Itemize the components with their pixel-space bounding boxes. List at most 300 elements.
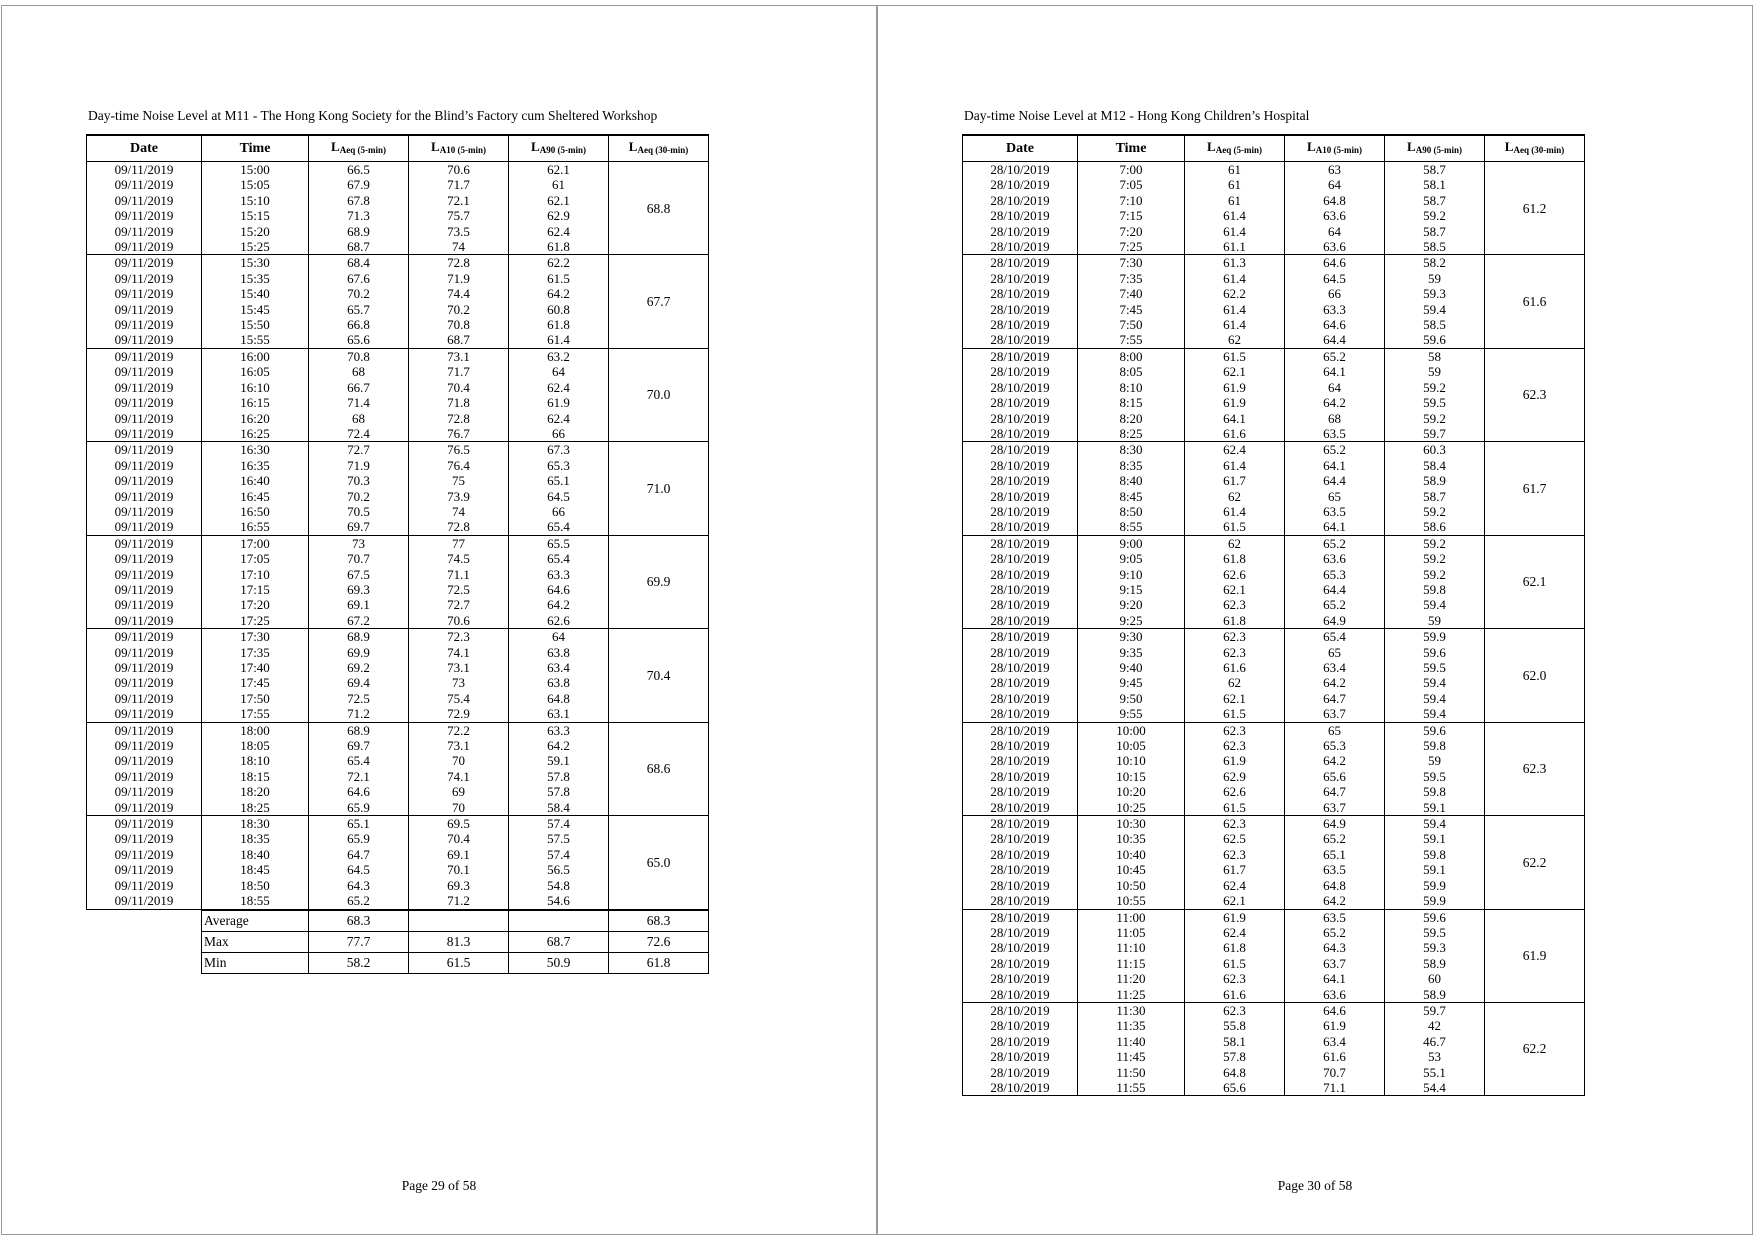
value-cell: 58.1	[1385, 177, 1485, 192]
time-cell: 7:55	[1078, 332, 1185, 348]
value-cell: 64.2	[509, 738, 609, 753]
value-cell: 66	[509, 426, 609, 442]
value-cell: 58.7	[1385, 489, 1485, 504]
value-cell: 71.2	[309, 706, 409, 722]
date-cell: 09/11/2019	[87, 567, 202, 582]
value-cell: 59	[1385, 271, 1485, 286]
value-cell: 67.8	[309, 193, 409, 208]
time-cell: 11:20	[1078, 971, 1185, 986]
value-cell: 68	[309, 411, 409, 426]
date-cell: 09/11/2019	[87, 535, 202, 551]
value-cell: 58.2	[1385, 255, 1485, 271]
value-cell: 63.6	[1285, 208, 1385, 223]
date-cell: 09/11/2019	[87, 597, 202, 612]
value-cell: 65.6	[309, 332, 409, 348]
date-cell: 28/10/2019	[963, 380, 1078, 395]
value-cell: 62.1	[1185, 364, 1285, 379]
date-cell: 28/10/2019	[963, 317, 1078, 332]
time-cell: 17:40	[202, 660, 309, 675]
value-cell: 64.5	[1285, 271, 1385, 286]
value-cell: 65.1	[1285, 847, 1385, 862]
date-cell: 28/10/2019	[963, 458, 1078, 473]
date-cell: 28/10/2019	[963, 442, 1078, 458]
date-cell: 28/10/2019	[963, 519, 1078, 535]
table-row	[963, 1002, 1585, 1018]
time-cell: 10:45	[1078, 862, 1185, 877]
value-cell: 59.9	[1385, 893, 1485, 909]
date-cell: 09/11/2019	[87, 177, 202, 192]
time-cell: 18:15	[202, 769, 309, 784]
date-cell: 09/11/2019	[87, 847, 202, 862]
value-cell: 72.4	[309, 426, 409, 442]
time-cell: 7:40	[1078, 286, 1185, 301]
value-cell: 57.4	[509, 816, 609, 832]
value-cell: 70.6	[409, 613, 509, 629]
value-cell: 77	[409, 535, 509, 551]
time-cell: 7:50	[1078, 317, 1185, 332]
time-cell: 18:55	[202, 893, 309, 909]
value-cell: 54.6	[509, 893, 609, 909]
value-cell: 61	[1185, 162, 1285, 178]
value-cell: 65.4	[509, 519, 609, 535]
value-cell: 61.9	[1185, 909, 1285, 925]
value-cell: 65.2	[1285, 535, 1385, 551]
value-cell: 69.7	[309, 738, 409, 753]
value-cell: 59.2	[1385, 535, 1485, 551]
value-cell: 65.9	[309, 831, 409, 846]
time-cell: 9:30	[1078, 629, 1185, 645]
column-header: Date	[963, 135, 1078, 162]
date-cell: 09/11/2019	[87, 582, 202, 597]
time-cell: 17:15	[202, 582, 309, 597]
date-cell: 28/10/2019	[963, 567, 1078, 582]
date-cell: 28/10/2019	[963, 162, 1078, 178]
value-cell: 62.1	[1185, 893, 1285, 909]
value-cell: 62.3	[1185, 597, 1285, 612]
value-cell: 64.4	[1285, 473, 1385, 488]
value-cell: 67.3	[509, 442, 609, 458]
time-cell: 10:30	[1078, 816, 1185, 832]
summary-label: Min	[202, 952, 309, 973]
time-cell: 10:50	[1078, 878, 1185, 893]
time-cell: 15:25	[202, 239, 309, 255]
date-cell: 09/11/2019	[87, 364, 202, 379]
column-header: $L_{Aeq (5-min)}$	[309, 135, 409, 162]
value-cell: 59.6	[1385, 645, 1485, 660]
value-cell: 69.3	[409, 878, 509, 893]
value-cell: 62.1	[509, 193, 609, 208]
value-cell: 64	[1285, 224, 1385, 239]
value-cell: 59.4	[1385, 597, 1485, 612]
time-cell: 11:00	[1078, 909, 1185, 925]
laeq-30min-cell: 61.2	[1485, 162, 1585, 255]
time-cell: 17:05	[202, 551, 309, 566]
value-cell: 68.7	[409, 332, 509, 348]
value-cell: 66.8	[309, 317, 409, 332]
date-cell: 28/10/2019	[963, 504, 1078, 519]
time-cell: 10:05	[1078, 738, 1185, 753]
date-cell: 28/10/2019	[963, 800, 1078, 816]
value-cell: 64.5	[509, 489, 609, 504]
table-row	[87, 442, 709, 458]
time-cell: 16:05	[202, 364, 309, 379]
value-cell: 59.2	[1385, 208, 1485, 223]
value-cell: 64.9	[1285, 816, 1385, 832]
value-cell: 57.5	[509, 831, 609, 846]
value-cell: 70.7	[1285, 1065, 1385, 1080]
value-cell: 61.4	[509, 332, 609, 348]
value-cell: 65.2	[1285, 831, 1385, 846]
value-cell: 56.5	[509, 862, 609, 877]
blank-cell	[87, 910, 202, 932]
value-cell: 62.4	[509, 411, 609, 426]
value-cell: 63.7	[1285, 956, 1385, 971]
date-cell: 28/10/2019	[963, 271, 1078, 286]
value-cell: 60.3	[1385, 442, 1485, 458]
time-cell: 8:25	[1078, 426, 1185, 442]
value-cell: 74.1	[409, 645, 509, 660]
value-cell: 64	[1285, 380, 1385, 395]
date-cell: 09/11/2019	[87, 317, 202, 332]
value-cell: 58.4	[1385, 458, 1485, 473]
value-cell: 69.5	[409, 816, 509, 832]
time-cell: 18:40	[202, 847, 309, 862]
summary-value	[509, 910, 609, 932]
date-cell: 09/11/2019	[87, 380, 202, 395]
value-cell: 69.9	[309, 645, 409, 660]
date-cell: 28/10/2019	[963, 1018, 1078, 1033]
laeq-30min-cell: 62.3	[1485, 348, 1585, 441]
value-cell: 64.6	[309, 784, 409, 799]
time-cell: 11:25	[1078, 987, 1185, 1003]
table-row	[963, 162, 1585, 178]
value-cell: 64.6	[1285, 1002, 1385, 1018]
value-cell: 64.4	[1285, 582, 1385, 597]
value-cell: 57.8	[509, 784, 609, 799]
value-cell: 71.7	[409, 364, 509, 379]
time-cell: 11:55	[1078, 1080, 1185, 1096]
time-cell: 8:05	[1078, 364, 1185, 379]
time-cell: 10:10	[1078, 753, 1185, 768]
value-cell: 59.1	[1385, 862, 1485, 877]
value-cell: 70	[409, 800, 509, 816]
date-cell: 28/10/2019	[963, 675, 1078, 690]
date-cell: 09/11/2019	[87, 738, 202, 753]
value-cell: 62	[1185, 489, 1285, 504]
column-header: Time	[1078, 135, 1185, 162]
value-cell: 62.1	[1185, 691, 1285, 706]
laeq-30min-cell: 61.6	[1485, 255, 1585, 348]
value-cell: 73	[309, 535, 409, 551]
value-cell: 65.3	[1285, 738, 1385, 753]
time-cell: 9:20	[1078, 597, 1185, 612]
value-cell: 58.7	[1385, 193, 1485, 208]
summary-label: Average	[202, 910, 309, 932]
date-cell: 28/10/2019	[963, 722, 1078, 738]
value-cell: 61.4	[1185, 224, 1285, 239]
value-cell: 72.1	[309, 769, 409, 784]
date-cell: 28/10/2019	[963, 893, 1078, 909]
time-cell: 18:30	[202, 816, 309, 832]
time-cell: 9:40	[1078, 660, 1185, 675]
summary-value	[409, 910, 509, 932]
summary-value: 58.2	[309, 952, 409, 973]
date-cell: 28/10/2019	[963, 582, 1078, 597]
value-cell: 62.3	[1185, 1002, 1285, 1018]
date-cell: 09/11/2019	[87, 426, 202, 442]
value-cell: 59.4	[1385, 675, 1485, 690]
time-cell: 11:10	[1078, 940, 1185, 955]
time-cell: 10:15	[1078, 769, 1185, 784]
value-cell: 63.5	[1285, 862, 1385, 877]
value-cell: 62.3	[1185, 847, 1285, 862]
value-cell: 74.5	[409, 551, 509, 566]
date-cell: 09/11/2019	[87, 458, 202, 473]
value-cell: 62.1	[509, 162, 609, 178]
value-cell: 58.1	[1185, 1034, 1285, 1049]
value-cell: 61	[1185, 193, 1285, 208]
value-cell: 71.1	[1285, 1080, 1385, 1096]
value-cell: 70.3	[309, 473, 409, 488]
column-header: $L_{A90 (5-min)}$	[1385, 135, 1485, 162]
date-cell: 28/10/2019	[963, 224, 1078, 239]
value-cell: 64.1	[1185, 411, 1285, 426]
value-cell: 59	[1385, 753, 1485, 768]
value-cell: 66.5	[309, 162, 409, 178]
value-cell: 73.5	[409, 224, 509, 239]
time-cell: 18:20	[202, 784, 309, 799]
date-cell: 09/11/2019	[87, 784, 202, 799]
value-cell: 61.4	[1185, 458, 1285, 473]
value-cell: 68.4	[309, 255, 409, 271]
date-cell: 09/11/2019	[87, 691, 202, 706]
value-cell: 61.4	[1185, 504, 1285, 519]
time-cell: 16:45	[202, 489, 309, 504]
value-cell: 68.7	[309, 239, 409, 255]
value-cell: 59.9	[1385, 878, 1485, 893]
date-cell: 09/11/2019	[87, 769, 202, 784]
value-cell: 62.4	[1185, 925, 1285, 940]
value-cell: 71.9	[309, 458, 409, 473]
value-cell: 61.6	[1185, 660, 1285, 675]
value-cell: 73.1	[409, 348, 509, 364]
value-cell: 59.5	[1385, 395, 1485, 410]
value-cell: 63.5	[1285, 909, 1385, 925]
laeq-30min-cell: 62.0	[1485, 629, 1585, 722]
value-cell: 59.2	[1385, 380, 1485, 395]
value-cell: 62.3	[1185, 722, 1285, 738]
date-cell: 09/11/2019	[87, 722, 202, 738]
value-cell: 64.2	[509, 597, 609, 612]
value-cell: 60	[1385, 971, 1485, 986]
value-cell: 70.1	[409, 862, 509, 877]
laeq-30min-cell: 62.2	[1485, 816, 1585, 909]
value-cell: 65.1	[309, 816, 409, 832]
value-cell: 59.9	[1385, 629, 1485, 645]
value-cell: 65	[1285, 489, 1385, 504]
time-cell: 8:15	[1078, 395, 1185, 410]
value-cell: 65	[1285, 722, 1385, 738]
value-cell: 70.8	[309, 348, 409, 364]
value-cell: 65.5	[509, 535, 609, 551]
laeq-30min-cell: 62.1	[1485, 535, 1585, 628]
time-cell: 11:40	[1078, 1034, 1185, 1049]
value-cell: 59.4	[1385, 816, 1485, 832]
document-page-right	[877, 5, 1753, 1235]
value-cell: 61.4	[1185, 208, 1285, 223]
value-cell: 59.2	[1385, 567, 1485, 582]
time-cell: 15:45	[202, 302, 309, 317]
value-cell: 66	[509, 504, 609, 519]
date-cell: 09/11/2019	[87, 302, 202, 317]
value-cell: 65.2	[1285, 925, 1385, 940]
time-cell: 16:00	[202, 348, 309, 364]
time-cell: 18:25	[202, 800, 309, 816]
value-cell: 61.8	[1185, 940, 1285, 955]
value-cell: 60.8	[509, 302, 609, 317]
time-cell: 15:30	[202, 255, 309, 271]
summary-value: 61.5	[409, 952, 509, 973]
value-cell: 59.6	[1385, 909, 1485, 925]
value-cell: 73	[409, 675, 509, 690]
date-cell: 28/10/2019	[963, 691, 1078, 706]
column-header: $L_{Aeq (30-min)}$	[1485, 135, 1585, 162]
value-cell: 58.7	[1385, 162, 1485, 178]
table-row	[963, 629, 1585, 645]
value-cell: 62.1	[1185, 582, 1285, 597]
value-cell: 63.4	[1285, 660, 1385, 675]
time-cell: 7:45	[1078, 302, 1185, 317]
column-header: $L_{A10 (5-min)}$	[409, 135, 509, 162]
summary-value: 68.7	[509, 931, 609, 952]
time-cell: 16:40	[202, 473, 309, 488]
value-cell: 55.1	[1385, 1065, 1485, 1080]
time-cell: 11:15	[1078, 956, 1185, 971]
time-cell: 18:35	[202, 831, 309, 846]
value-cell: 62	[1185, 535, 1285, 551]
time-cell: 9:50	[1078, 691, 1185, 706]
value-cell: 58.7	[1385, 224, 1485, 239]
time-cell: 10:35	[1078, 831, 1185, 846]
date-cell: 28/10/2019	[963, 831, 1078, 846]
value-cell: 66.7	[309, 380, 409, 395]
date-cell: 09/11/2019	[87, 332, 202, 348]
date-cell: 28/10/2019	[963, 816, 1078, 832]
table-row	[87, 162, 709, 178]
time-cell: 7:20	[1078, 224, 1185, 239]
time-cell: 11:05	[1078, 925, 1185, 940]
time-cell: 17:35	[202, 645, 309, 660]
value-cell: 64.1	[1285, 519, 1385, 535]
laeq-30min-cell: 68.8	[609, 162, 709, 255]
date-cell: 28/10/2019	[963, 255, 1078, 271]
value-cell: 76.5	[409, 442, 509, 458]
value-cell: 65.9	[309, 800, 409, 816]
date-cell: 28/10/2019	[963, 660, 1078, 675]
date-cell: 09/11/2019	[87, 613, 202, 629]
value-cell: 68	[1285, 411, 1385, 426]
value-cell: 65.3	[1285, 567, 1385, 582]
date-cell: 09/11/2019	[87, 878, 202, 893]
value-cell: 59.2	[1385, 411, 1485, 426]
table-row	[87, 255, 709, 271]
date-cell: 09/11/2019	[87, 162, 202, 178]
time-cell: 11:30	[1078, 1002, 1185, 1018]
value-cell: 63.1	[509, 706, 609, 722]
value-cell: 61.6	[1285, 1049, 1385, 1064]
time-cell: 7:15	[1078, 208, 1185, 223]
summary-row	[87, 910, 709, 932]
value-cell: 64.8	[1285, 193, 1385, 208]
date-cell: 28/10/2019	[963, 753, 1078, 768]
time-cell: 17:00	[202, 535, 309, 551]
document-page-left	[1, 5, 877, 1235]
column-header: $L_{A10 (5-min)}$	[1285, 135, 1385, 162]
value-cell: 58.9	[1385, 956, 1485, 971]
time-cell: 10:20	[1078, 784, 1185, 799]
value-cell: 61.5	[1185, 519, 1285, 535]
value-cell: 62.2	[509, 255, 609, 271]
time-cell: 7:10	[1078, 193, 1185, 208]
time-cell: 17:30	[202, 629, 309, 645]
value-cell: 69.7	[309, 519, 409, 535]
value-cell: 70.8	[409, 317, 509, 332]
date-cell: 09/11/2019	[87, 395, 202, 410]
date-cell: 28/10/2019	[963, 738, 1078, 753]
value-cell: 74.4	[409, 286, 509, 301]
date-cell: 28/10/2019	[963, 208, 1078, 223]
table-row	[963, 442, 1585, 458]
value-cell: 64.6	[509, 582, 609, 597]
value-cell: 62.9	[509, 208, 609, 223]
date-cell: 09/11/2019	[87, 660, 202, 675]
summary-value: 68.3	[609, 910, 709, 932]
value-cell: 58	[1385, 348, 1485, 364]
value-cell: 64.3	[309, 878, 409, 893]
laeq-30min-cell: 65.0	[609, 816, 709, 910]
date-cell: 28/10/2019	[963, 193, 1078, 208]
value-cell: 69.3	[309, 582, 409, 597]
value-cell: 59	[1385, 364, 1485, 379]
value-cell: 61.5	[1185, 706, 1285, 722]
summary-row	[87, 931, 709, 952]
date-cell: 09/11/2019	[87, 753, 202, 768]
time-cell: 10:55	[1078, 893, 1185, 909]
table-row	[963, 816, 1585, 832]
value-cell: 65.4	[1285, 629, 1385, 645]
date-cell: 09/11/2019	[87, 645, 202, 660]
value-cell: 64.4	[1285, 332, 1385, 348]
value-cell: 61.9	[509, 395, 609, 410]
value-cell: 63.8	[509, 645, 609, 660]
date-cell: 28/10/2019	[963, 1002, 1078, 1018]
value-cell: 64.2	[1285, 753, 1385, 768]
time-cell: 17:10	[202, 567, 309, 582]
date-cell: 28/10/2019	[963, 925, 1078, 940]
value-cell: 59.8	[1385, 582, 1485, 597]
date-cell: 09/11/2019	[87, 255, 202, 271]
date-cell: 28/10/2019	[963, 847, 1078, 862]
value-cell: 59.4	[1385, 706, 1485, 722]
value-cell: 69.1	[409, 847, 509, 862]
laeq-30min-cell: 62.2	[1485, 1002, 1585, 1095]
value-cell: 61.5	[1185, 348, 1285, 364]
value-cell: 46.7	[1385, 1034, 1485, 1049]
value-cell: 62	[1185, 332, 1285, 348]
value-cell: 61.8	[509, 317, 609, 332]
time-cell: 16:25	[202, 426, 309, 442]
time-cell: 10:40	[1078, 847, 1185, 862]
